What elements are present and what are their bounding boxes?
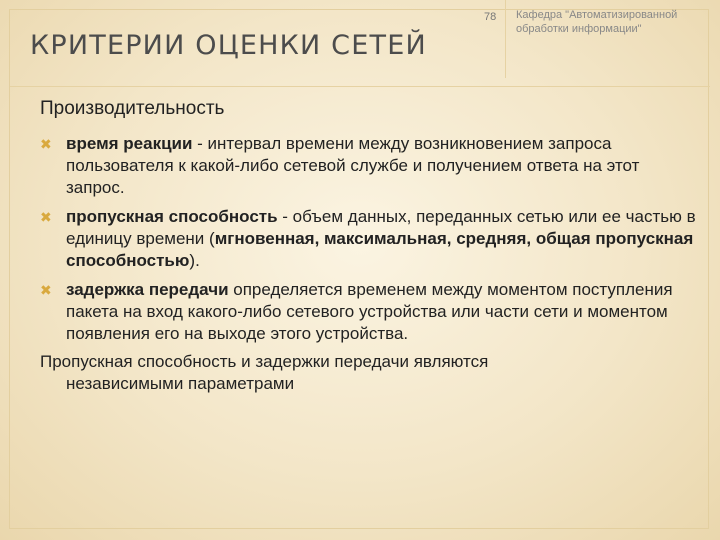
bullet-item-transfer-delay bbox=[40, 279, 696, 345]
bullet-text: - интервал времени между возникновением запроса пользователя к какой-либо сетевой службе и получением ответа на этот запрос. bbox=[66, 134, 640, 197]
x-mark-icon: ✖ bbox=[40, 136, 52, 152]
x-mark-icon: ✖ bbox=[40, 209, 52, 225]
summary-line-2: независимыми параметрами bbox=[66, 374, 295, 393]
bullet-item-response-time bbox=[40, 133, 696, 199]
bullet-term: пропускная способность bbox=[66, 207, 278, 226]
summary-paragraph bbox=[40, 351, 700, 395]
bullet-item-throughput bbox=[40, 206, 696, 272]
summary-line-1: Пропускная способность и задержки передачи являются bbox=[40, 352, 489, 371]
bullet-term: задержка передачи bbox=[66, 280, 229, 299]
bullet-emphasis: мгновенная, максимальная, средняя, общая пропускная способностью bbox=[66, 229, 694, 270]
page-number: 78 bbox=[484, 11, 497, 23]
bullet-term: время реакции bbox=[66, 134, 193, 153]
department-label: Кафедра "Автоматизированной обработки информации" bbox=[516, 9, 678, 35]
section-heading: Производительность bbox=[40, 98, 225, 119]
bullet-tail: ). bbox=[189, 251, 200, 270]
header-divider-vertical bbox=[505, 0, 506, 78]
x-mark-icon: ✖ bbox=[40, 282, 52, 298]
bullet-text: - объем данных, переданных сетью или ее частью в единицу времени ( bbox=[66, 207, 696, 248]
header-divider-horizontal bbox=[10, 86, 710, 87]
slide-title: КРИТЕРИИ ОЦЕНКИ СЕТЕЙ bbox=[30, 30, 427, 61]
bullet-text: определяется временем между моментом поступления пакета на вход какого-либо сетевого устройства или части сети и моментом появления его на выходе этого устройства. bbox=[66, 280, 673, 343]
